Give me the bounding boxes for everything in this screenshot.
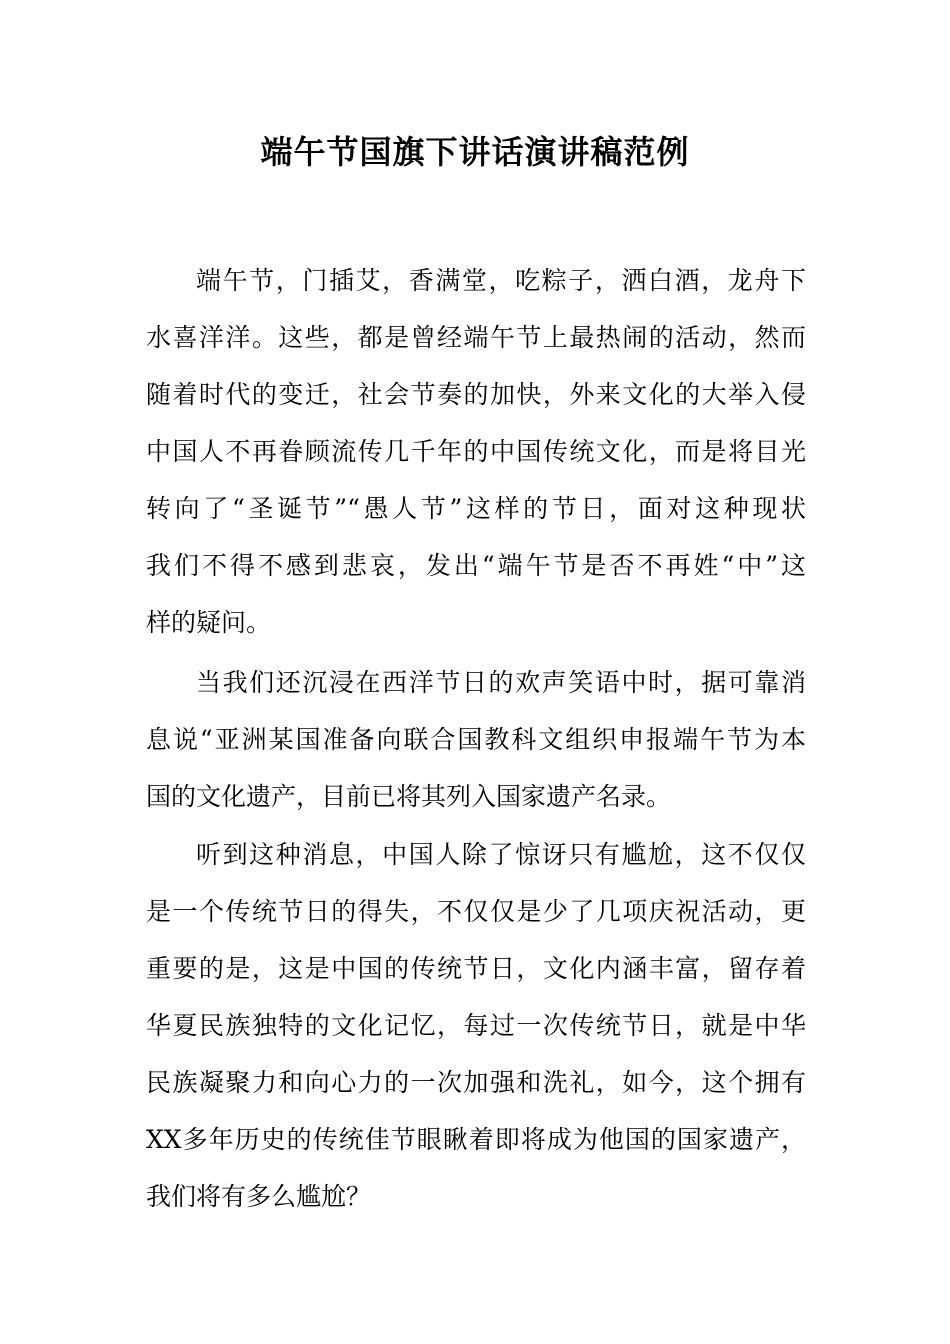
paragraph-3-line-5: 民族凝聚力和向心力的一次加强和洗礼，如今，这个拥有 (146, 1068, 806, 1097)
paragraph-3-line-7: 我们将有多么尴尬？ (146, 1182, 372, 1211)
document-title: 端午节国旗下讲话演讲稿范例 (260, 133, 690, 171)
paragraph-1-line-7: 样的疑问。 (146, 608, 272, 637)
paragraph-2-line-3: 国的文化遗产，目前已将其列入国家遗产名录。 (146, 782, 672, 811)
paragraph-3-line-3: 重要的是，这是中国的传统节日，文化内涵丰富，留存着 (146, 954, 806, 983)
paragraph-3-line-2: 是一个传统节日的得失，不仅仅是少了几项庆祝活动，更 (146, 897, 806, 926)
paragraph-1-line-3: 随着时代的变迁，社会节奏的加快，外来文化的大举入侵 (146, 380, 806, 409)
paragraph-1-line-4: 中国人不再眷顾流传几千年的中国传统文化，而是将目光 (146, 437, 806, 466)
paragraph-2-line-2: 息说“亚洲某国准备向联合国教科文组织申报端午节为本 (146, 725, 806, 754)
paragraph-1-line-5: 转向了“圣诞节”“愚人节”这样的节日，面对这种现状 (146, 494, 806, 523)
paragraph-2-line-1: 当我们还沉浸在西洋节日的欢声笑语中时，据可靠消 (196, 668, 806, 697)
paragraph-1-line-6: 我们不得不感到悲哀，发出“端午节是否不再姓“中”这 (146, 551, 806, 580)
paragraph-3-line-1: 听到这种消息，中国人除了惊讶只有尴尬，这不仅仅 (196, 840, 806, 869)
paragraph-3-line-6: XX多年历史的传统佳节眼瞅着即将成为他国的国家遗产， (146, 1125, 806, 1154)
paragraph-3-line-4: 华夏民族独特的文化记忆，每过一次传统节日，就是中华 (146, 1011, 806, 1040)
paragraph-1-line-1: 端午节，门插艾，香满堂，吃粽子，洒白酒，龙舟下 (196, 266, 806, 295)
paragraph-1-line-2: 水喜洋洋。这些，都是曾经端午节上最热闹的活动，然而 (146, 323, 806, 352)
